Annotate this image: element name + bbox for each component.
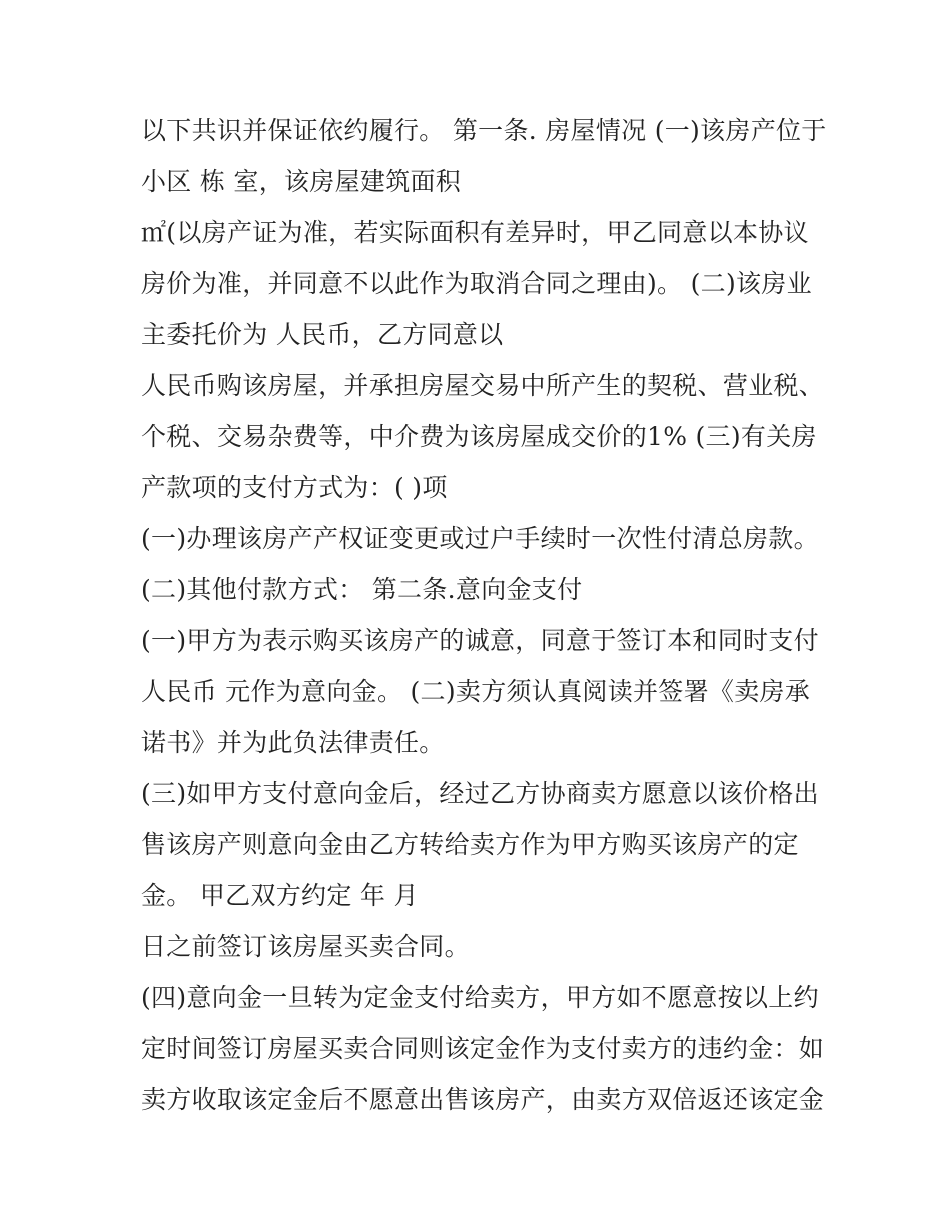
contract-body-text xyxy=(141,105,831,1125)
text-line: 产款项的支付方式为：( )项 xyxy=(141,473,448,502)
text-line: (二)其他付款方式： 第二条.意向金支付 xyxy=(141,575,583,604)
text-line: 人民币 元作为意向金。 (二)卖方须认真阅读并签署《卖房承 xyxy=(141,677,811,706)
text-line: ㎡(以房产证为准，若实际面积有差异时，甲乙同意以本协议 xyxy=(141,218,809,247)
text-line: (四)意向金一旦转为定金支付给卖方，甲方如不愿意按以上约 xyxy=(141,983,819,1012)
text-line: 定时间签订房屋买卖合同则该定金作为支付卖方的违约金：如 xyxy=(141,1034,825,1063)
text-line: 卖方收取该定金后不愿意出售该房产，由卖方双倍返还该定金 xyxy=(141,1085,825,1114)
text-line: 金。 甲乙双方约定 年 月 xyxy=(141,881,419,910)
text-line: 诺书》并为此负法律责任。 xyxy=(141,728,445,757)
text-line: 小区 栋 室，该房屋建筑面积 xyxy=(141,167,462,196)
text-line: 人民币购该房屋，并承担房屋交易中所产生的契税、营业税、 xyxy=(141,371,825,400)
text-line: 日之前签订该房屋买卖合同。 xyxy=(141,932,470,961)
text-line: 个税、交易杂费等，中介费为该房屋成交价的1% (三)有关房 xyxy=(141,422,817,451)
text-line: (一)甲方为表示购买该房产的诚意，同意于签订本和同时支付 xyxy=(141,626,819,655)
text-line: 以下共识并保证依约履行。 第一条. 房屋情况 (一)该房产位于 xyxy=(141,116,827,145)
text-line: (一)办理该房产产权证变更或过户手续时一次性付清总房款。 xyxy=(141,524,819,553)
text-line: 房价为准，并同意不以此作为取消合同之理由)。 (二)该房业 xyxy=(141,269,812,298)
text-line: 主委托价为 人民币，乙方同意以 xyxy=(141,320,504,349)
text-line: 售该房产则意向金由乙方转给卖方作为甲方购买该房产的定 xyxy=(141,830,799,859)
text-line: (三)如甲方支付意向金后，经过乙方协商卖方愿意以该价格出 xyxy=(141,779,819,808)
